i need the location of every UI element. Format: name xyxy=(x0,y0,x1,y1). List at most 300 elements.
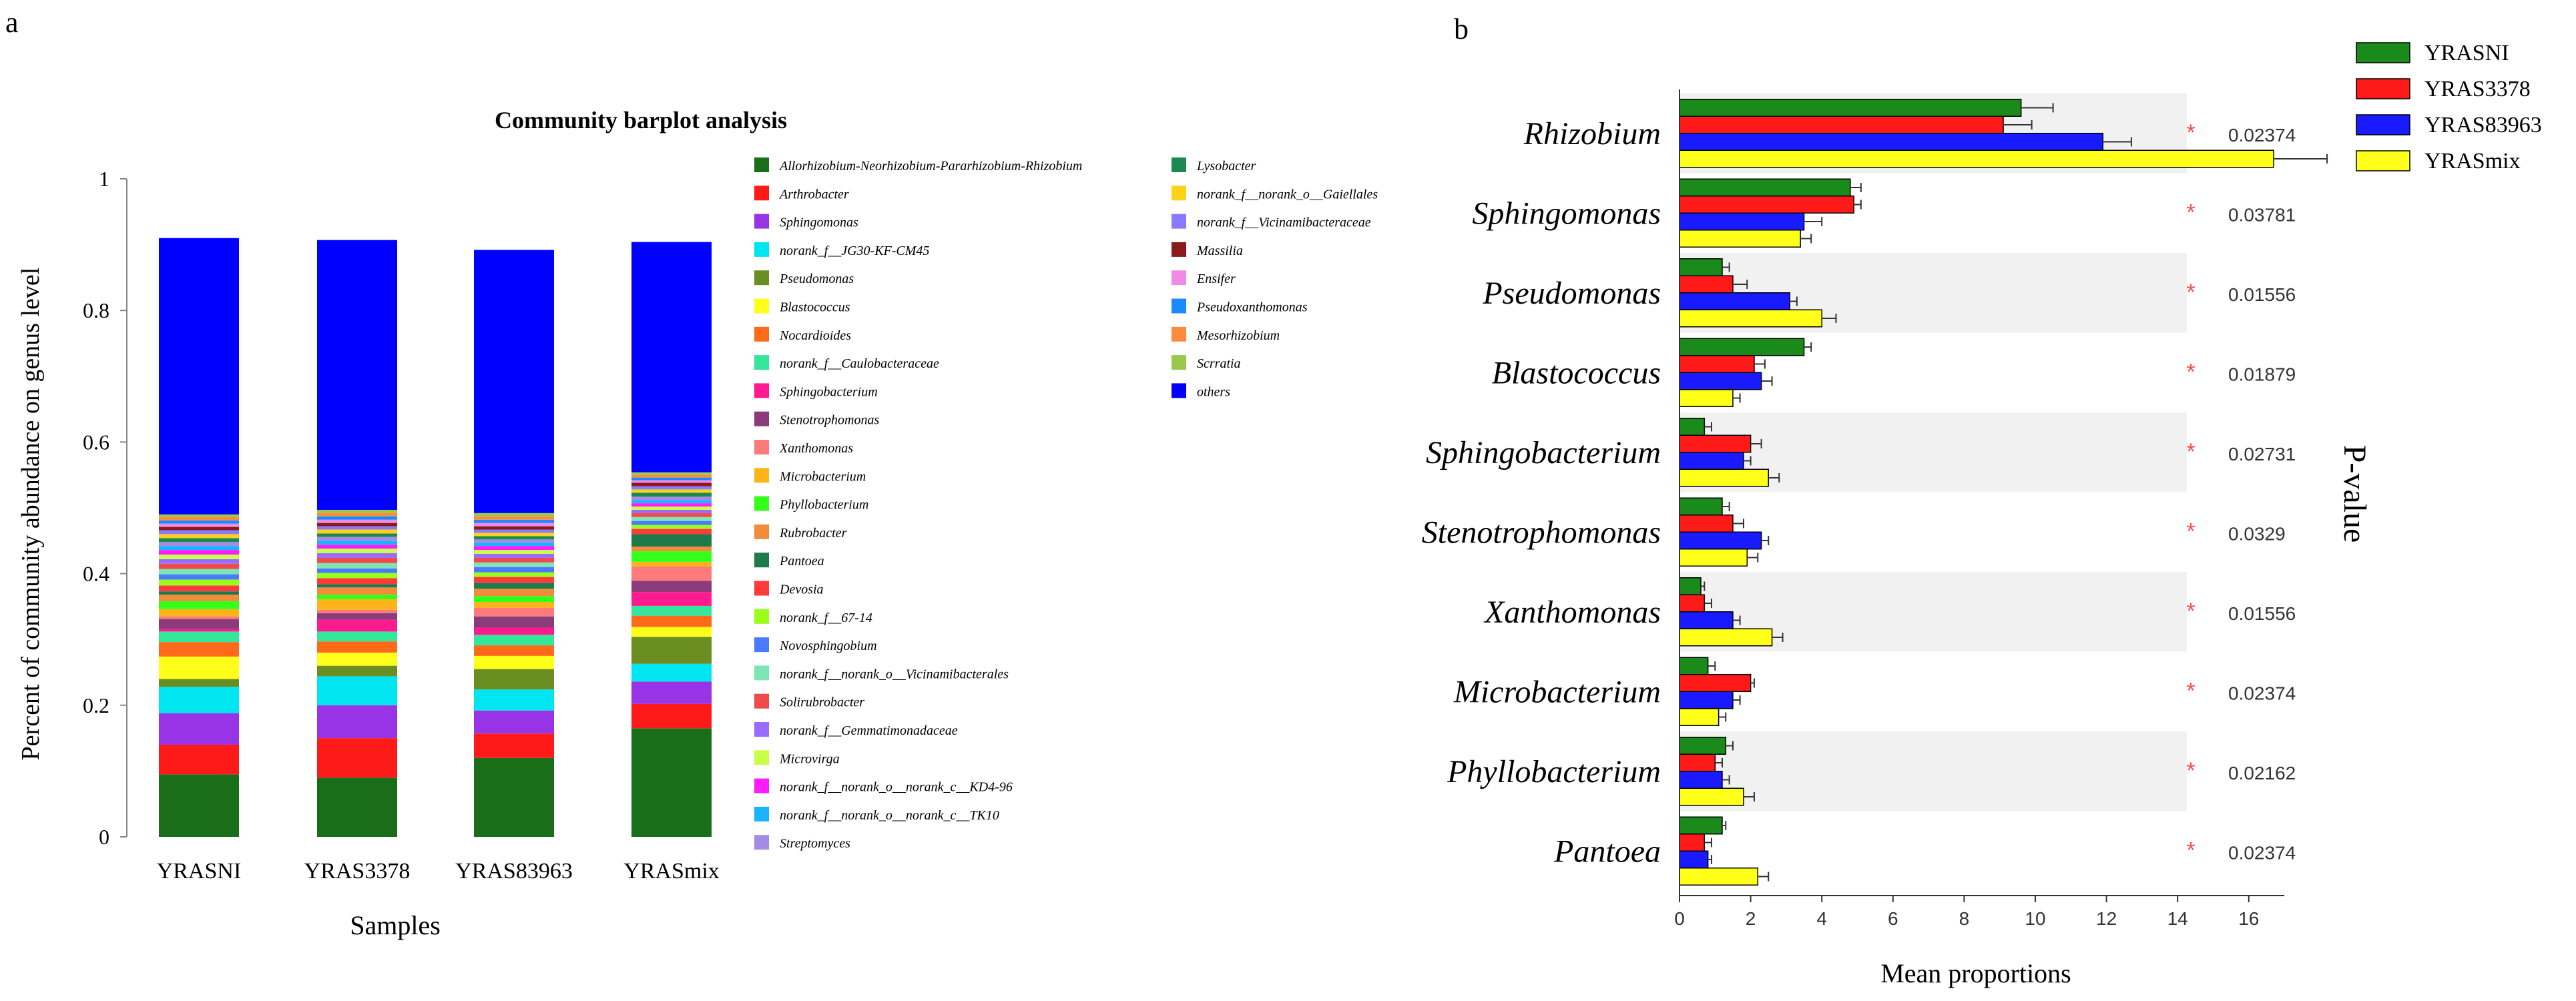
bar-segment-norank-f-jg30-kf-cm45 xyxy=(159,687,239,713)
bar-segment-norank-f-norank-o-norank-c-tk10 xyxy=(631,500,712,503)
bar-yrasni xyxy=(1680,99,2021,117)
legend-swatch xyxy=(754,581,769,596)
bar-segment-blastococcus xyxy=(474,656,554,669)
bar-yras3378 xyxy=(1680,834,1704,852)
bar-segment-rubrobacter xyxy=(631,547,712,551)
legend-label: Microbacterium xyxy=(780,469,866,484)
bar-segment-others xyxy=(631,242,712,472)
bar-segment-norank-f-caulobacteraceae xyxy=(159,631,239,642)
p-value: 0.02374 xyxy=(2228,683,2296,704)
legend-label: others xyxy=(1197,384,1230,400)
genus-labels xyxy=(1422,116,1661,870)
bar-segment-mesorhizobium xyxy=(317,513,397,517)
legend-label: Streptomyces xyxy=(780,836,850,852)
bar-yras3378 xyxy=(1680,595,1704,612)
legend-label: Pantoea xyxy=(780,554,824,569)
bar-segment-nocardioides xyxy=(474,645,554,656)
x-tick-label: 6 xyxy=(1888,908,1898,929)
bar-segment-norank-f-gemmatimonadaceae xyxy=(474,554,554,558)
bar-segment-microbacterium xyxy=(631,562,712,567)
bar-segment-norank-f-vicinamibacteraceae xyxy=(631,486,712,489)
bar-segment-allorhizobium-neorhizobium-pararhizobium-rhizobium xyxy=(159,774,239,837)
legend-swatch xyxy=(1172,327,1186,342)
bar-yrasmix xyxy=(1680,549,1747,567)
p-value: 0.03781 xyxy=(2228,204,2296,226)
chart-title: Community barplot analysis xyxy=(494,107,788,133)
x-tick-label: 14 xyxy=(2167,908,2188,929)
significance-star: * xyxy=(2186,838,2196,864)
genus-label: Pseudomonas xyxy=(1483,275,1661,311)
bar-yrasmix xyxy=(1680,629,1772,646)
legend-label: Lysobacter xyxy=(1197,159,1256,174)
legend-swatch xyxy=(1172,383,1186,398)
bar-segment-solirubrobacter xyxy=(317,558,397,563)
bar-segment-devosia xyxy=(159,585,239,591)
bar-yrasni xyxy=(1680,737,1726,755)
bar-segment-blastococcus xyxy=(631,627,712,637)
bar-yrasmix xyxy=(1680,150,2274,168)
genus-label: Blastococcus xyxy=(1491,355,1661,391)
bar-segment-arthrobacter xyxy=(474,733,554,757)
bar-segment-novosphingobium xyxy=(631,521,712,525)
bar-segment-norank-f-norank-o-gaiellales xyxy=(474,533,554,536)
bar-segment-others xyxy=(474,250,554,513)
bar-segment-ensifer xyxy=(317,520,397,523)
p-value: 0.02162 xyxy=(2228,762,2296,783)
bar-segment-massilia xyxy=(474,527,554,530)
bar-segment-rubrobacter xyxy=(159,595,239,601)
bar-segment-norank-f-vicinamibacteraceae xyxy=(159,531,239,535)
bar-segment-norank-f-norank-o-gaiellales xyxy=(631,489,712,492)
legend-label: norank_f__norank_o__Gaiellales xyxy=(1197,187,1378,202)
x-axis-label: Mean proportions xyxy=(1880,958,2071,988)
significance-star: * xyxy=(2186,598,2196,624)
bar-segment-pantoea xyxy=(317,584,397,587)
bar-segment-streptomyces xyxy=(317,537,397,541)
bar-segment-scrratia xyxy=(631,472,712,475)
bar-segment-phyllobacterium xyxy=(159,601,239,609)
x-tick-labels xyxy=(157,859,720,884)
legend-swatch xyxy=(1172,299,1186,314)
y-tick-label: 0 xyxy=(99,825,109,849)
legend-label: Devosia xyxy=(780,582,824,597)
legend-label: Nocardioides xyxy=(780,328,852,343)
bar-segment-devosia xyxy=(631,529,712,535)
bar-yras83963 xyxy=(1680,452,1744,470)
bar-segment-norank-f-jg30-kf-cm45 xyxy=(474,689,554,711)
bar-segment-pseudomonas xyxy=(159,679,239,687)
bar-segment-solirubrobacter xyxy=(159,564,239,569)
bar-yrasni xyxy=(1680,817,1722,834)
genus-label: Sphingobacterium xyxy=(1426,434,1661,470)
genus-label: Sphingomonas xyxy=(1472,196,1661,232)
bar-segment-stenotrophomonas xyxy=(631,581,712,592)
legend-label: Sphingomonas xyxy=(780,215,858,230)
bar-segment-sphingomonas xyxy=(317,705,397,738)
bar-segment-xanthomonas xyxy=(631,567,712,581)
bar-segment-ensifer xyxy=(474,523,554,527)
legend-swatch xyxy=(1172,157,1186,172)
bar-segment-stenotrophomonas xyxy=(317,613,397,620)
bar-yrasmix xyxy=(1680,230,1800,248)
legend-swatch xyxy=(2356,151,2410,171)
bar-segment-arthrobacter xyxy=(631,704,712,728)
bar-segment-novosphingobium xyxy=(317,569,397,573)
bar-segment-xanthomonas xyxy=(317,610,397,613)
bar-segment-pantoea xyxy=(474,583,554,589)
bar-segment-massilia xyxy=(317,523,397,527)
bar-segment-norank-f-norank-o-norank-c-kd4-96 xyxy=(474,546,554,550)
significance-star: * xyxy=(2186,359,2196,385)
bar-segment-norank-f-norank-o-norank-c-kd4-96 xyxy=(631,503,712,507)
y-axis xyxy=(83,167,127,849)
bar-segment-blastococcus xyxy=(159,657,239,679)
legend-label: norank_f__norank_o__norank_c__TK10 xyxy=(780,807,999,823)
y-tick-label: 0.4 xyxy=(83,561,109,586)
bar-yras3378 xyxy=(1680,754,1715,771)
bar-segment-microvirga xyxy=(159,555,239,559)
bar-segment-norank-f-norank-o-vicinamibacterales xyxy=(159,569,239,575)
bar-segment-sphingomonas xyxy=(631,681,712,704)
legend xyxy=(2356,41,2542,174)
bar-segment-sphingomonas xyxy=(159,713,239,745)
bar-segment-microbacterium xyxy=(159,609,239,617)
legend-swatch xyxy=(1172,242,1186,257)
bar-segment-ensifer xyxy=(159,524,239,527)
bar-segment-arthrobacter xyxy=(159,745,239,774)
legend-label: YRASmix xyxy=(2424,149,2521,174)
legend-label: Blastococcus xyxy=(780,300,850,315)
bar-yras83963 xyxy=(1680,771,1722,789)
bar-yrasmix xyxy=(1680,310,1822,327)
bar-yrasni xyxy=(1680,498,1722,515)
bar-yras83963 xyxy=(1680,213,1804,230)
x-tick-label: 4 xyxy=(1816,908,1827,929)
bar-yras83963 xyxy=(1680,691,1733,709)
y-tick-label: 0.2 xyxy=(83,693,109,717)
bar-segment-norank-f-gemmatimonadaceae xyxy=(159,559,239,564)
bar-segment-pseudomonas xyxy=(631,637,712,663)
legend-label: Solirubrobacter xyxy=(780,695,865,710)
bar-yras83963 xyxy=(1680,532,1762,549)
legend-label: Pseudoxanthomonas xyxy=(1197,300,1308,315)
bar-segment-others xyxy=(159,238,239,515)
bar-yrasni xyxy=(1680,259,1722,276)
bar-segment-norank-f-norank-o-vicinamibacterales xyxy=(631,517,712,521)
legend-swatch xyxy=(754,327,769,342)
bar-segment-allorhizobium-neorhizobium-pararhizobium-rhizobium xyxy=(474,758,554,837)
bar-segment-xanthomonas xyxy=(474,608,554,617)
legend-label: norank_f__Vicinamibacteraceae xyxy=(1197,215,1371,230)
significance-star: * xyxy=(2186,119,2196,145)
bar-segment-sphingomonas xyxy=(474,711,554,734)
bar-segment-norank-f-norank-o-norank-c-tk10 xyxy=(159,546,239,550)
x-tick-label: 16 xyxy=(2238,908,2260,929)
y-tick-label: 0.8 xyxy=(83,298,109,323)
bar-segment-scrratia xyxy=(317,510,397,513)
bar-segment-norank-f-norank-o-vicinamibacterales xyxy=(317,563,397,569)
legend-label: YRAS3378 xyxy=(2424,77,2531,101)
stacked-bar-chart xyxy=(17,107,1378,940)
bar-segment-sphingobacterium xyxy=(317,620,397,632)
legend-swatch xyxy=(754,383,769,398)
bar-segment-mesorhizobium xyxy=(159,517,239,521)
legend-swatch xyxy=(754,440,769,454)
bar-yrasni xyxy=(1680,657,1708,675)
bar-segment-others xyxy=(317,240,397,510)
bar-segment-norank-f-gemmatimonadaceae xyxy=(317,553,397,558)
legend-swatch xyxy=(754,412,769,426)
bar-yras3378 xyxy=(1680,435,1751,452)
genus-label: Stenotrophomonas xyxy=(1421,515,1661,551)
p-value: 0.02374 xyxy=(2228,842,2296,864)
bar-segment-solirubrobacter xyxy=(474,558,554,563)
p-value: 0.0329 xyxy=(2228,523,2286,545)
bar-segment-allorhizobium-neorhizobium-pararhizobium-rhizobium xyxy=(317,777,397,837)
legend-swatch xyxy=(754,299,769,314)
bar-yrasmix xyxy=(1680,390,1733,407)
legend-swatch xyxy=(2356,43,2410,63)
legend-label: YRAS83963 xyxy=(2424,113,2542,137)
legend-swatch xyxy=(754,722,769,737)
bar-segment-mesorhizobium xyxy=(631,475,712,478)
legend-label: Rubrobacter xyxy=(780,525,847,541)
genus-label: Phyllobacterium xyxy=(1447,753,1661,789)
bar-segment-norank-f-vicinamibacteraceae xyxy=(474,530,554,533)
bar-segment-streptomyces xyxy=(474,539,554,543)
p-value-column xyxy=(2186,120,2296,864)
bar-segment-stenotrophomonas xyxy=(474,617,554,628)
bar-segment-sphingobacterium xyxy=(159,629,239,631)
legend-label: Arthrobacter xyxy=(780,187,849,202)
bar-segment-massilia xyxy=(631,483,712,486)
legend-swatch xyxy=(754,609,769,624)
bar-segment-phyllobacterium xyxy=(317,595,397,599)
legend-label: Microvirga xyxy=(780,751,840,767)
bar-segment-mesorhizobium xyxy=(474,517,554,520)
bar-yras3378 xyxy=(1680,515,1733,533)
bar-segment-devosia xyxy=(317,579,397,585)
bar-segment-norank-f-jg30-kf-cm45 xyxy=(631,664,712,682)
bar-segment-norank-f-norank-o-norank-c-kd4-96 xyxy=(159,550,239,555)
bar-yras3378 xyxy=(1680,276,1733,293)
genus-label: Xanthomonas xyxy=(1485,594,1661,630)
legend-swatch xyxy=(754,637,769,652)
legend-swatch xyxy=(754,270,769,285)
legend-label: Pseudomonas xyxy=(780,272,854,287)
significance-star: * xyxy=(2186,519,2196,545)
legend-label: Sphingobacterium xyxy=(780,384,878,400)
bar-segment-microvirga xyxy=(474,550,554,554)
bar-segment-sphingobacterium xyxy=(474,627,554,635)
legend-swatch xyxy=(2356,79,2410,99)
bar-yras83963 xyxy=(1680,133,2103,151)
bar-segment-lysobacter xyxy=(631,492,712,496)
legend-swatch xyxy=(754,750,769,765)
legend-swatch xyxy=(754,553,769,567)
bar-segment-lysobacter xyxy=(474,536,554,539)
legend-swatch xyxy=(754,835,769,850)
bar-segment-norank-f-caulobacteraceae xyxy=(474,635,554,645)
bar-yras3378 xyxy=(1680,196,1854,214)
bar-yrasni xyxy=(1680,578,1701,595)
bar-segment-stenotrophomonas xyxy=(159,619,239,629)
bar-segment-scrratia xyxy=(474,513,554,517)
legend-label: norank_f__JG30-KF-CM45 xyxy=(780,243,930,258)
legend-swatch xyxy=(1172,270,1186,285)
bar-segment-nocardioides xyxy=(631,616,712,627)
bar-yras83963 xyxy=(1680,372,1762,390)
bar-segment-scrratia xyxy=(159,515,239,517)
legend-label: Stenotrophomonas xyxy=(780,412,880,428)
legend-label: Mesorhizobium xyxy=(1197,328,1280,343)
bar-segment-allorhizobium-neorhizobium-pararhizobium-rhizobium xyxy=(631,728,712,837)
p-value: 0.01879 xyxy=(2228,364,2296,385)
x-tick-label: YRASmix xyxy=(623,859,720,884)
significance-star: * xyxy=(2186,200,2196,226)
legend-swatch xyxy=(754,186,769,200)
bar-segment-lysobacter xyxy=(159,538,239,542)
legend-label: Scrratia xyxy=(1197,356,1241,372)
significance-star: * xyxy=(2186,757,2196,783)
legend-label: YRASNI xyxy=(2424,41,2509,65)
bar-segment-microbacterium xyxy=(317,599,397,610)
legend-label: Massilia xyxy=(1197,243,1243,258)
bar-segment-pseudomonas xyxy=(317,666,397,677)
bar-yrasmix xyxy=(1680,709,1719,726)
bar-segment-pseudoxanthomonas xyxy=(631,478,712,480)
panel-label-b: b xyxy=(1454,13,1469,45)
bar-segment-norank-f-norank-o-gaiellales xyxy=(317,530,397,534)
bar-segment-rubrobacter xyxy=(317,587,397,595)
bar-segment-nocardioides xyxy=(159,642,239,657)
legend-label: Phyllobacterium xyxy=(780,497,869,513)
bar-segment-pseudomonas xyxy=(474,669,554,690)
bar-segment-norank-f-norank-o-vicinamibacterales xyxy=(474,563,554,567)
p-value: 0.01556 xyxy=(2228,284,2296,305)
bar-segment-norank-f-67-14 xyxy=(474,573,554,577)
bar-segment-norank-f-67-14 xyxy=(631,525,712,529)
x-tick-label: 8 xyxy=(1959,908,1970,929)
bar-segment-norank-f-67-14 xyxy=(317,573,397,579)
legend-label: Xanthomonas xyxy=(780,441,853,456)
bar-segment-norank-f-norank-o-norank-c-tk10 xyxy=(317,541,397,545)
bar-yrasmix xyxy=(1680,469,1768,486)
panel-label-a: a xyxy=(5,6,19,39)
genus-label: Microbacterium xyxy=(1453,674,1661,710)
bar-segment-rubrobacter xyxy=(474,589,554,596)
y-tick-label: 1 xyxy=(99,167,109,191)
significance-star: * xyxy=(2186,279,2196,305)
bar-yras83963 xyxy=(1680,851,1708,868)
bar-yrasni xyxy=(1680,418,1704,436)
bar-yrasni xyxy=(1680,338,1804,356)
legend-swatch xyxy=(754,242,769,257)
p-value: 0.02731 xyxy=(2228,443,2296,464)
significance-star: * xyxy=(2186,678,2196,704)
bar-yrasni xyxy=(1680,179,1850,196)
legend xyxy=(754,157,1378,851)
legend-swatch xyxy=(1172,214,1186,229)
p-value: 0.01556 xyxy=(2228,603,2296,624)
bar-segment-norank-f-67-14 xyxy=(159,579,239,585)
x-tick-label: 0 xyxy=(1674,908,1685,929)
bar-segment-microbacterium xyxy=(474,602,554,608)
bar-segment-norank-f-jg30-kf-cm45 xyxy=(317,676,397,705)
row-band xyxy=(1680,731,2187,811)
bar-stacks xyxy=(159,238,712,837)
bar-segment-norank-f-norank-o-gaiellales xyxy=(159,534,239,538)
bar-segment-xanthomonas xyxy=(159,617,239,619)
bar-segment-massilia xyxy=(159,527,239,531)
bar-segment-pseudoxanthomonas xyxy=(474,520,554,523)
legend-swatch xyxy=(754,665,769,680)
bar-yras83963 xyxy=(1680,612,1733,629)
horizontal-bar-chart xyxy=(1422,41,2542,988)
bar-yras83963 xyxy=(1680,293,1790,310)
bar-yrasmix xyxy=(1680,788,1744,805)
legend-label: norank_f__67-14 xyxy=(780,610,872,625)
legend-swatch xyxy=(754,779,769,793)
x-tick-label: 12 xyxy=(2096,908,2117,929)
legend-swatch xyxy=(1172,186,1186,200)
bar-segment-norank-f-norank-o-norank-c-kd4-96 xyxy=(317,545,397,549)
bar-segment-solirubrobacter xyxy=(631,513,712,517)
p-value: 0.02374 xyxy=(2228,124,2296,145)
legend-label: norank_f__Caulobacteraceae xyxy=(780,356,939,372)
legend-label: norank_f__norank_o__Vicinamibacterales xyxy=(780,667,1009,682)
y-tick-label: 0.6 xyxy=(83,430,109,454)
bar-segment-norank-f-caulobacteraceae xyxy=(631,606,712,616)
bar-segment-nocardioides xyxy=(317,641,397,653)
legend-label: norank_f__Gemmatimonadaceae xyxy=(780,723,958,738)
bar-segment-pantoea xyxy=(631,534,712,547)
bar-segment-pantoea xyxy=(159,591,239,595)
legend-swatch xyxy=(754,157,769,172)
bar-segment-sphingobacterium xyxy=(631,592,712,606)
legend-swatch xyxy=(754,355,769,370)
bar-segment-novosphingobium xyxy=(474,567,554,573)
bar-segment-pseudoxanthomonas xyxy=(159,521,239,524)
bar-segment-phyllobacterium xyxy=(474,596,554,602)
legend-swatch xyxy=(754,694,769,709)
x-tick-label: YRAS3378 xyxy=(304,859,411,884)
bar-segment-ensifer xyxy=(631,480,712,483)
bar-segment-arthrobacter xyxy=(317,738,397,777)
legend-swatch xyxy=(754,525,769,539)
y-axis-label: Percent of community abundance on genus level xyxy=(17,267,45,761)
bar-segment-streptomyces xyxy=(159,542,239,546)
legend-swatch xyxy=(754,214,769,229)
genus-label: Rhizobium xyxy=(1523,115,1661,151)
legend-swatch xyxy=(1172,355,1186,370)
x-tick-label: YRAS83963 xyxy=(455,859,573,884)
legend-swatch xyxy=(754,468,769,482)
bar-segment-novosphingobium xyxy=(159,575,239,580)
bar-segment-streptomyces xyxy=(631,496,712,500)
genus-label: Pantoea xyxy=(1554,833,1661,870)
p-value-axis-label: P-value xyxy=(2337,444,2372,543)
bar-yras3378 xyxy=(1680,116,2003,133)
legend-swatch xyxy=(754,807,769,821)
x-tick-label: 2 xyxy=(1745,908,1756,929)
legend-label: Allorhizobium-Neorhizobium-Pararhizobium-Rhizobium xyxy=(780,159,1083,174)
bar-segment-pseudoxanthomonas xyxy=(317,517,397,520)
bar-yrasmix xyxy=(1680,868,1758,886)
bar-segment-blastococcus xyxy=(317,653,397,666)
bar-segment-microvirga xyxy=(631,507,712,510)
x-axis-label: Samples xyxy=(350,910,441,940)
